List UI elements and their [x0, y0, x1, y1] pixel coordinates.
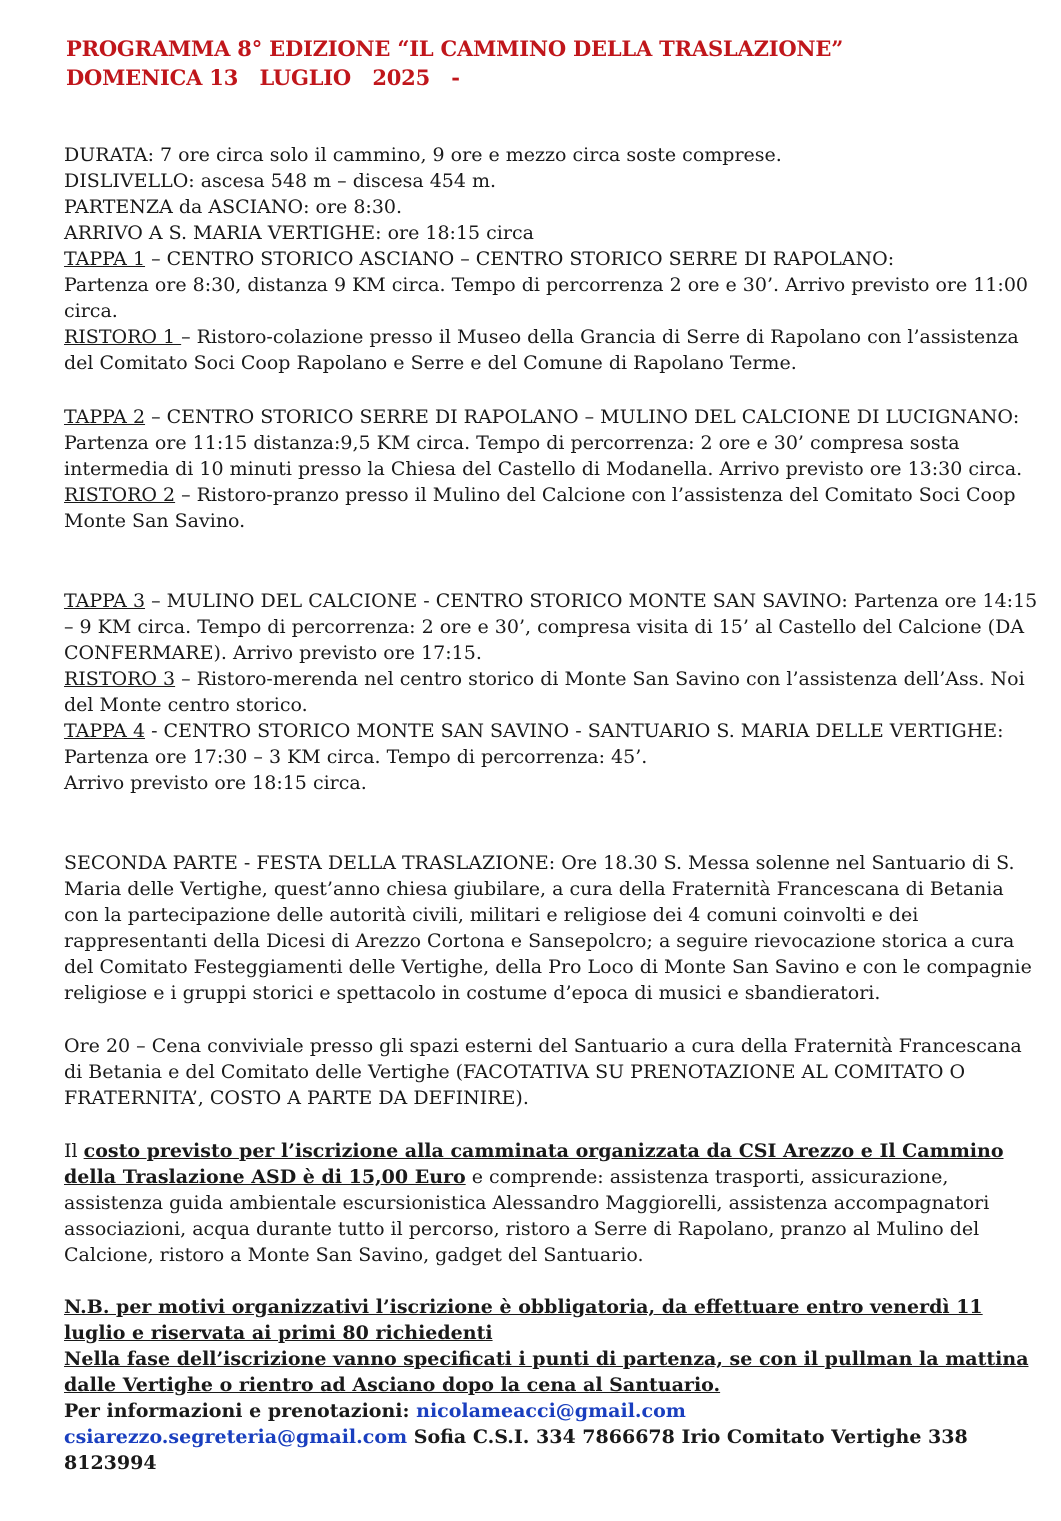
tappa-2-label: TAPPA 2 [64, 406, 146, 428]
seconda-parte-text: SECONDA PARTE - FESTA DELLA TRASLAZIONE: Ore 18.30 S. Messa solenne nel Santuario di S. Maria delle Vertighe, quest’anno chiesa giubilare, a cura della Fraternità Francescana di Betania con la partecipazione delle autorità civili, militari e religiose dei 4 comuni coinvolti e dei rappresentanti della Dicesi di Arezzo Cortona e Sansepolcro; a seguire rievocazione storica a cura del Comitato Festeggiamenti delle Vertighe, della Pro Loco di Monte San Savino e con le compagnie religiose e i gruppi storici e spettacolo in costume d’epoca di musici e sbandieratori. [64, 852, 1032, 1004]
costo-highlight: costo previsto per l’iscrizione alla camminata organizzata da CSI Arezzo e Il Cammino della Traslazione ASD è di 15,00 Euro [64, 1140, 1004, 1188]
costo-rest: e comprende: assistenza trasporti, assicurazione, assistenza guida ambientale escursionistica Alessandro Maggiorelli, assistenza accompagnatori associazioni, acqua durante tutto il percorso, ristoro a Serre di Rapolano, pranzo al Mulino del Calcione, ristoro a Monte San Savino, gadget del Santuario. [64, 1166, 990, 1266]
arrivo-line: ARRIVO A S. MARIA VERTIGHE: ore 18:15 circa [64, 222, 534, 244]
seconda-parte-section [64, 850, 1039, 1006]
ristoro-1-text: – Ristoro-colazione presso il Museo della Grancia di Serre di Rapolano con l’assistenza del Comitato Soci Coop Rapolano e Serre e del Comune di Rapolano Terme. [64, 326, 1019, 374]
costo-section [64, 1138, 1039, 1268]
tappa-3 [64, 588, 1039, 666]
cena-section [64, 1033, 1039, 1111]
tappa-4-heading [64, 718, 1039, 744]
cena-text: Ore 20 – Cena conviviale presso gli spazi esterni del Santuario a cura della Fraternità Francescana di Betania e del Comitato delle Vertighe (FACOTATIVA SU PRENOTAZIONE AL COMITATO O FRATERNITA’, COSTO A PARTE DA DEFINIRE). [64, 1035, 1022, 1109]
costo-text [64, 1138, 1039, 1268]
program-title [66, 34, 1026, 92]
tappa-3-text: – MULINO DEL CALCIONE - CENTRO STORICO MONTE SAN SAVINO: Partenza ore 14:15 – 9 KM circa. Tempo di percorrenza: 2 ore e 30’, compresa visita di 15’ al Castello del Calcione (DA CONFERMARE). Arrivo previsto ore 17:15. [64, 590, 1038, 664]
nb-section [64, 1294, 1039, 1476]
tappa-2-heading [64, 404, 1039, 430]
tappa-1-title: – CENTRO STORICO ASCIANO – CENTRO STORICO SERRE DI RAPOLANO: [145, 248, 895, 270]
tappa-4-title: - CENTRO STORICO MONTE SAN SAVINO - SANTUARIO S. MARIA DELLE VERTIGHE: [145, 720, 1004, 742]
nb-line-1: N.B. per motivi organizzativi l’iscrizione è obbligatoria, da effettuare entro venerdì 11 luglio e riservata ai primi 80 richiedenti [64, 1296, 983, 1344]
contatti-phones: Sofia C.S.I. 334 7866678 Irio Comitato Vertighe 338 8123994 [64, 1426, 968, 1474]
ristoro-3 [64, 666, 1039, 718]
email-nicola-link[interactable]: nicolameacci@gmail.com [416, 1400, 686, 1422]
info-section [64, 142, 1039, 376]
ristoro-2-label: RISTORO 2 [64, 484, 176, 506]
nb-line-2: Nella fase dell’iscrizione vanno specificati i punti di partenza, se con il pullman la mattina dalle Vertighe o rientro ad Asciano dopo la cena al Santuario. [64, 1348, 1029, 1396]
tappa-2-text: Partenza ore 11:15 distanza:9,5 KM circa. Tempo di percorrenza: 2 ore e 30’ compresa sosta intermedia di 10 minuti presso la Chiesa del Castello di Modanella. Arrivo previsto ore 13:30 circa. [64, 432, 1023, 480]
contatti-label: Per informazioni e prenotazioni: [64, 1400, 417, 1422]
title-line-1: PROGRAMMA 8° EDIZIONE “IL CAMMINO DELLA TRASLAZIONE” [66, 36, 844, 61]
tappa-3-label: TAPPA 3 [64, 590, 146, 612]
tappa-4-text-1: Partenza ore 17:30 – 3 KM circa. Tempo di percorrenza: 45’. [64, 746, 648, 768]
ristoro-1 [64, 324, 1039, 376]
tappa-3-section [64, 588, 1039, 796]
partenza-line: PARTENZA da ASCIANO: ore 8:30. [64, 196, 403, 218]
ristoro-2 [64, 482, 1039, 534]
contatti [64, 1398, 1039, 1476]
durata-line: DURATA: 7 ore circa solo il cammino, 9 ore e mezzo circa soste comprese. [64, 144, 782, 166]
title-line-2: DOMENICA 13 LUGLIO 2025 - [66, 65, 460, 90]
tappa-1-text: Partenza ore 8:30, distanza 9 KM circa. Tempo di percorrenza 2 ore e 30’. Arrivo previsto ore 11:00 circa. [64, 274, 1028, 322]
tappa-2-title: – CENTRO STORICO SERRE DI RAPOLANO – MULINO DEL CALCIONE DI LUCIGNANO: [145, 406, 1020, 428]
ristoro-3-label: RISTORO 3 [64, 668, 176, 690]
tappa-1-label: TAPPA 1 [64, 248, 146, 270]
tappa-4-text-2: Arrivo previsto ore 18:15 circa. [64, 772, 367, 794]
ristoro-3-text: – Ristoro-merenda nel centro storico di Monte San Savino con l’assistenza dell’Ass. Noi del Monte centro storico. [64, 668, 1025, 716]
tappa-1-heading [64, 246, 1039, 272]
tappa-2-section [64, 404, 1039, 534]
dislivello-line: DISLIVELLO: ascesa 548 m – discesa 454 m. [64, 170, 497, 192]
ristoro-2-text: – Ristoro-pranzo presso il Mulino del Calcione con l’assistenza del Comitato Soci Coop Monte San Savino. [64, 484, 1016, 532]
costo-intro: Il [64, 1140, 84, 1162]
tappa-4-label: TAPPA 4 [64, 720, 146, 742]
ristoro-1-label: RISTORO 1 [64, 326, 182, 348]
email-csi-link[interactable]: csiarezzo.segreteria@gmail.com [64, 1426, 408, 1448]
